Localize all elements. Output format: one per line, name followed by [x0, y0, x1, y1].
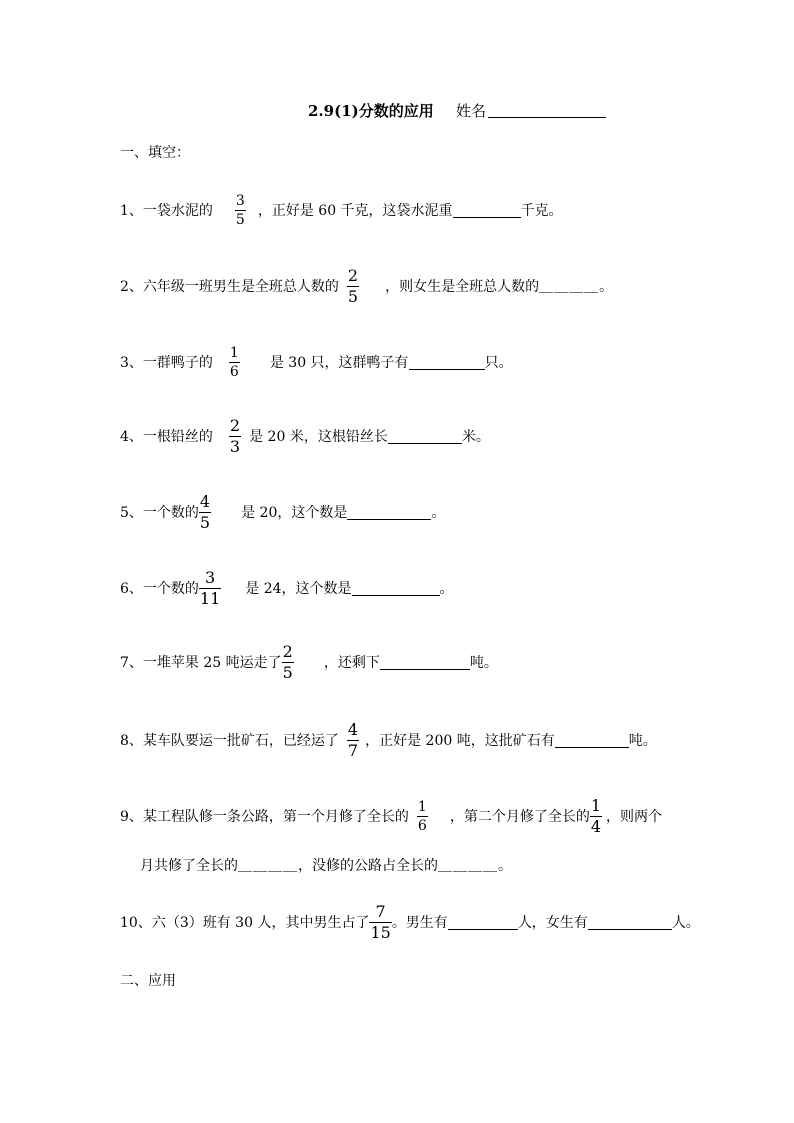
answer-blank[interactable] [352, 581, 440, 596]
question-2 [120, 264, 613, 308]
name-blank[interactable] [488, 103, 606, 118]
fraction [369, 901, 391, 942]
question-7 [120, 640, 498, 684]
answer-blank[interactable]: ＿＿＿＿ [238, 858, 298, 874]
fraction-numerator: 2 [229, 415, 241, 435]
question-6 [120, 566, 454, 610]
answer-blank[interactable] [388, 429, 462, 444]
question-text: 吨。 [469, 655, 498, 671]
question-text: 千克。 [520, 203, 563, 219]
question-3 [120, 340, 513, 384]
name-field [456, 100, 606, 121]
question-number: 6、 [120, 581, 143, 597]
question-text: 米。 [461, 429, 490, 445]
fraction-numerator: 1 [590, 795, 602, 815]
question-9 [120, 794, 662, 838]
fraction-numerator: 3 [205, 567, 216, 587]
question-text: 。 [431, 505, 446, 521]
question-text: 。 [599, 279, 614, 295]
section-fill-heading: 一、填空： [120, 145, 190, 161]
fraction-numerator: 1 [229, 344, 239, 361]
answer-blank[interactable] [380, 655, 470, 670]
fraction-numerator: 3 [235, 192, 245, 209]
fraction-denominator: 4 [590, 816, 602, 836]
fraction [235, 194, 246, 227]
question-text: 是 20，这个数是 [241, 505, 348, 521]
fraction-denominator: 5 [235, 211, 245, 228]
answer-blank[interactable]: ＿＿＿＿ [438, 858, 498, 874]
answer-blank[interactable] [555, 733, 629, 748]
question-number: 3、 [120, 355, 143, 371]
fraction-denominator: 3 [229, 436, 241, 456]
fraction [199, 491, 211, 532]
fraction-denominator: 15 [370, 922, 391, 942]
question-number: 5、 [120, 505, 143, 521]
question-4 [120, 414, 490, 458]
question-text: 六年级一班男生是全班总人数的 [142, 279, 339, 295]
fraction-denominator: 6 [417, 817, 427, 834]
question-text: ，正好是 200 吨，这批矿石有 [365, 733, 555, 749]
section-apply-heading: 二、应用 [120, 973, 176, 989]
fraction [347, 265, 359, 306]
fraction-numerator: 4 [199, 491, 211, 511]
fraction-numerator: 2 [347, 265, 359, 285]
question-text: 吨。 [628, 733, 657, 749]
question-text: ，第二个月修了全长的 [449, 809, 590, 825]
question-text: 一袋水泥的 [142, 203, 213, 219]
fraction [590, 795, 602, 836]
question-number: 9、 [120, 809, 143, 825]
answer-blank[interactable] [453, 203, 521, 218]
question-number: 1、 [120, 203, 143, 219]
question-text: 。 [498, 858, 512, 874]
question-text: 人，女生有 [517, 915, 588, 931]
question-1 [120, 188, 563, 232]
question-text: 一群鸭子的 [142, 355, 213, 371]
name-label: 姓名 [456, 102, 487, 120]
question-number: 8、 [120, 733, 143, 749]
fraction [282, 641, 294, 682]
question-number: 2、 [120, 279, 143, 295]
question-text: 。 [439, 581, 454, 597]
fraction-denominator: 6 [229, 363, 239, 380]
question-text: 是 24，这个数是 [245, 581, 352, 597]
question-text: 是 30 只，这群鸭子有 [269, 355, 409, 371]
question-text: 某工程队修一条公路，第一个月修了全长的 [142, 809, 409, 825]
answer-blank[interactable] [347, 505, 431, 520]
question-5 [120, 490, 445, 534]
question-text: 是 20 米，这根铅丝长 [249, 429, 388, 445]
question-text: 人。 [671, 915, 700, 931]
answer-blank[interactable]: ＿＿＿＿ [539, 279, 600, 295]
question-text: 一根铅丝的 [142, 429, 213, 445]
fraction [417, 800, 428, 833]
fraction [199, 567, 221, 608]
fraction [229, 415, 241, 456]
answer-blank[interactable] [409, 355, 485, 370]
question-number: 4、 [120, 429, 143, 445]
fraction-numerator: 7 [375, 901, 386, 921]
question-text: 一个数的 [142, 505, 199, 521]
fraction-denominator: 11 [199, 588, 221, 608]
fraction-denominator: 5 [282, 662, 293, 682]
question-text: ，还剩下 [323, 655, 380, 671]
answer-blank[interactable] [588, 915, 672, 930]
question-text: 只。 [484, 355, 513, 371]
fraction [347, 719, 359, 760]
question-text: ，则两个 [606, 809, 663, 825]
fraction-denominator: 5 [199, 512, 211, 532]
question-9-continuation [140, 855, 512, 875]
fraction-numerator: 2 [282, 641, 293, 661]
question-number: 7、 [120, 655, 143, 671]
question-text: 月共修了全长的 [140, 858, 238, 874]
fraction-numerator: 4 [347, 719, 359, 739]
question-text: 一个数的 [142, 581, 199, 597]
question-text: 某车队要运一批矿石，已经运了 [142, 733, 339, 749]
fraction-numerator: 1 [417, 798, 427, 815]
worksheet-title: 2.9(1)分数的应用 [308, 102, 434, 120]
question-text: 六（3）班有 30 人，其中男生占了 [151, 915, 370, 931]
fraction-denominator: 5 [347, 286, 359, 306]
question-text: ，没修的公路占全长的 [298, 858, 438, 874]
question-text: ，正好是 60 千克，这袋水泥重 [257, 203, 453, 219]
question-number: 10、 [120, 915, 152, 931]
question-text: ，则女生是全班总人数的 [385, 279, 540, 295]
fraction-denominator: 7 [347, 740, 359, 760]
question-10 [120, 900, 700, 944]
fraction [229, 346, 240, 379]
question-text: 一堆苹果 25 吨运走了 [142, 655, 282, 671]
question-8 [120, 718, 657, 762]
answer-blank[interactable] [448, 915, 518, 930]
question-text: 。男生有 [391, 915, 448, 931]
